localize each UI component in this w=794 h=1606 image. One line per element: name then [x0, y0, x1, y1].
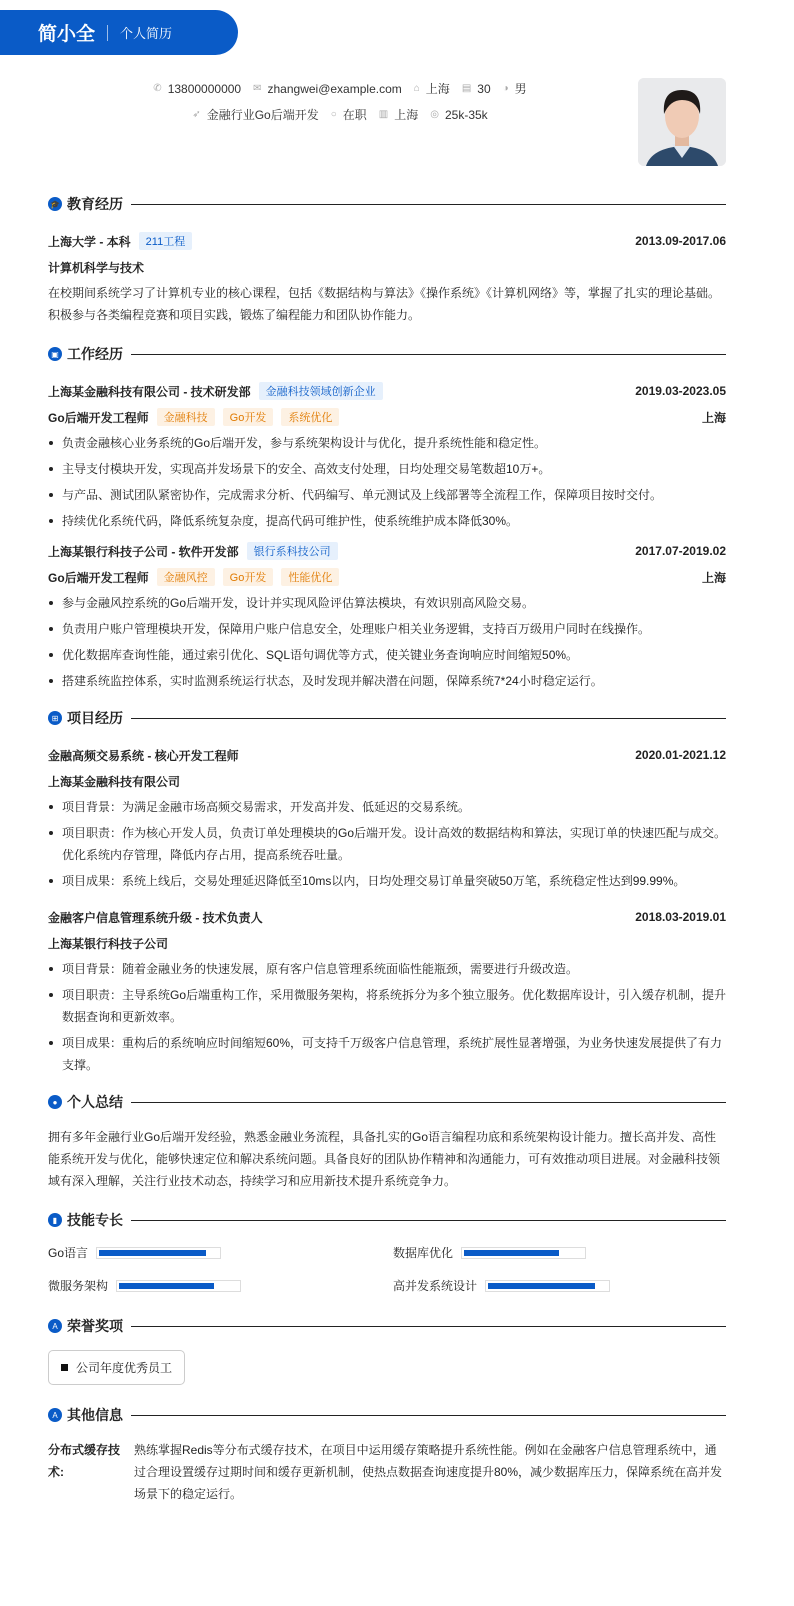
salary: 25k-35k: [444, 107, 488, 122]
section-education: [48, 194, 726, 214]
gender-icon: ◑: [502, 83, 509, 94]
section-awards: [48, 1316, 726, 1336]
skill-bar-fill: [119, 1283, 214, 1289]
info-icon: A: [48, 1408, 62, 1422]
work-header: [48, 538, 726, 564]
divider: [131, 1220, 726, 1221]
email-icon: ✉: [253, 83, 262, 94]
job: 金融行业Go后端开发: [206, 108, 319, 122]
header-banner: [0, 10, 238, 55]
section-skills: [48, 1210, 726, 1230]
list-item: 与产品、测试团队紧密协作，完成需求分析、代码编写、单元测试及上线部署等全流程工作，保障项目按时交付。: [48, 484, 726, 506]
avatar-photo: [638, 78, 726, 166]
divider: [131, 718, 726, 719]
section-title: 荣誉奖项: [67, 1318, 123, 1334]
name: 简小全: [38, 24, 96, 45]
list-item: 项目背景：随着金融业务的快速发展，原有客户信息管理系统面临性能瓶颈，需要进行升级改造。: [48, 958, 726, 980]
gender: 男: [514, 82, 527, 96]
graduation-icon: 🎓: [48, 197, 62, 211]
skill-item: [48, 1244, 393, 1261]
company: 上海某银行科技子公司 - 软件开发部: [48, 544, 239, 559]
subtitle: 个人简历: [120, 26, 173, 41]
skill-tag: 金融风控: [157, 568, 215, 586]
home-icon: ⌂: [413, 83, 420, 94]
major: 计算机科学与技术: [48, 260, 145, 275]
list-item: 参与金融风控系统的Go后端开发，设计并实现风险评估算法模块，有效识别高风险交易。: [48, 592, 726, 614]
skill-tag: 系统优化: [281, 408, 339, 426]
other-key: 分布式缓存技术:: [48, 1443, 121, 1479]
edu-date: 2013.09-2017.06: [635, 234, 726, 248]
divider: [131, 204, 726, 205]
skill-tag: Go开发: [223, 408, 274, 426]
project-date: 2020.01-2021.12: [635, 748, 726, 762]
skill-bar-fill: [464, 1250, 559, 1256]
skill-bar-fill: [488, 1283, 595, 1289]
status-icon: ○: [330, 109, 337, 120]
bullet-square-icon: [61, 1364, 68, 1371]
skill-bar: [96, 1247, 221, 1259]
skill-name: 高并发系统设计: [393, 1279, 478, 1293]
skill-tag: 金融科技: [157, 408, 215, 426]
skill-tag: 性能优化: [281, 568, 339, 586]
skill-item: [393, 1277, 726, 1294]
divider: [131, 1326, 726, 1327]
other-item: [48, 1439, 726, 1505]
grid-icon: ⊞: [48, 711, 62, 725]
salary-icon: ◎: [430, 109, 439, 120]
section-projects: [48, 708, 726, 728]
skill-bar: [116, 1280, 241, 1292]
send-icon: ➶: [192, 109, 201, 120]
list-item: 主导支付模块开发，实现高并发场景下的安全、高效支付处理，日均处理交易笔数超10万+。: [48, 458, 726, 480]
status: 在职: [342, 108, 367, 122]
skill-bar: [485, 1280, 610, 1292]
section-title: 项目经历: [67, 710, 123, 726]
list-item: 优化数据库查询性能，通过索引优化、SQL语句调优等方式，使关键业务查询响应时间缩短50%。: [48, 644, 726, 666]
skill-name: 数据库优化: [393, 1246, 454, 1260]
role: Go后端开发工程师: [48, 570, 149, 585]
work-city: 上海: [701, 570, 726, 585]
list-item: 项目成果：重构后的系统响应时间缩短60%，可支持千万级客户信息管理，系统扩展性显著增强，为业务快速发展提供了有力支撑。: [48, 1032, 726, 1076]
divider: [131, 1415, 726, 1416]
skill-name: 微服务架构: [48, 1279, 109, 1293]
project-date: 2018.03-2019.01: [635, 910, 726, 924]
location: 上海: [425, 82, 450, 96]
building-icon: ▥: [378, 109, 389, 120]
work-date: 2017.07-2019.02: [635, 544, 726, 558]
cake-icon: ▤: [461, 83, 472, 94]
summary-text: 拥有多年金融行业Go后端开发经验，熟悉金融业务流程，具备扎实的Go语言编程功底和系统架构设计能力。擅长高并发、高性能系统开发与优化，能够快速定位和解决系统问题。具备良好的团队协作精神和沟通能力，可有效推动项目进展。对金融科技领域有深入理解，关注行业技术动态，持续学习和应用新技术提升系统竞争力。: [48, 1130, 721, 1188]
role: Go后端开发工程师: [48, 410, 149, 425]
list-item: 项目职责：作为核心开发人员，负责订单处理模块的Go后端开发。设计高效的数据结构和算法，实现订单的快速匹配与成交。优化系统内存管理，降低内存占用，提高系统吞吐量。: [48, 822, 726, 866]
list-item: 搭建系统监控体系，实时监测系统运行状态，及时发现并解决潜在问题，保障系统7*24小时稳定运行。: [48, 670, 726, 692]
section-summary: [48, 1092, 726, 1112]
age: 30: [477, 81, 491, 96]
divider: [131, 1102, 726, 1103]
section-other: [48, 1405, 726, 1425]
skill-bar-fill: [99, 1250, 206, 1256]
contact-row-2: [0, 106, 680, 123]
work-header: [48, 378, 726, 404]
work-city: 上海: [701, 410, 726, 425]
list-item: 项目背景：为满足金融市场高频交易需求，开发高并发、低延迟的交易系统。: [48, 796, 726, 818]
section-title: 技能专长: [67, 1212, 123, 1228]
phone-icon: ✆: [153, 83, 162, 94]
project-name: 金融客户信息管理系统升级 - 技术负责人: [48, 910, 263, 925]
skill-tag: Go开发: [223, 568, 274, 586]
section-work: [48, 344, 726, 364]
user-icon: ●: [48, 1095, 62, 1109]
project-company: 上海某金融科技有限公司: [48, 774, 181, 789]
project-company: 上海某银行科技子公司: [48, 936, 169, 951]
other-value: 熟练掌握Redis等分布式缓存技术，在项目中运用缓存策略提升系统性能。例如在金融客户信息管理系统中，通过合理设置缓存过期时间和缓存更新机制，使热点数据查询速度提升80%，减少数据库压力，保障系统在高并发场景下的稳定运行。: [134, 1443, 723, 1501]
contact-row-1: [0, 80, 680, 97]
project-name: 金融高频交易系统 - 核心开发工程师: [48, 748, 239, 763]
section-title: 教育经历: [67, 196, 123, 212]
award-icon: A: [48, 1319, 62, 1333]
skill-name: Go语言: [48, 1246, 89, 1260]
list-item: 负责用户账户管理模块开发，保障用户账户信息安全，处理账户相关业务逻辑，支持百万级用户同时在线操作。: [48, 618, 726, 640]
award-label: 公司年度优秀员工: [76, 1361, 173, 1375]
resume-body: [48, 194, 726, 1505]
list-item: 项目职责：主导系统Go后端重构工作，采用微服务架构，将系统拆分为多个独立服务。优化数据库设计，引入缓存机制，提升数据查询和更新效率。: [48, 984, 726, 1028]
list-item: 项目成果：系统上线后，交易处理延迟降低至10ms以内，日均处理交易订单量突破50万笔，系统稳定性达到99.99%。: [48, 870, 726, 892]
company-tag: 金融科技领域创新企业: [259, 382, 383, 400]
section-title: 个人总结: [67, 1094, 123, 1110]
skill-item: [48, 1277, 393, 1294]
school-tag: 211工程: [139, 232, 193, 250]
list-item: 负责金融核心业务系统的Go后端开发，参与系统架构设计与优化，提升系统性能和稳定性。: [48, 432, 726, 454]
section-title: 工作经历: [67, 346, 123, 362]
skill-bar: [461, 1247, 586, 1259]
email: zhangwei@example.com: [267, 81, 402, 96]
list-item: 持续优化系统代码，降低系统复杂度，提高代码可维护性，使系统维护成本降低30%。: [48, 510, 726, 532]
divider: [131, 354, 726, 355]
work-date: 2019.03-2023.05: [635, 384, 726, 398]
edu-desc: 在校期间系统学习了计算机专业的核心课程，包括《数据结构与算法》《操作系统》《计算机网络》等，掌握了扎实的理论基础。积极参与各类编程竞赛和项目实践，锻炼了编程能力和团队协作能力。: [48, 286, 721, 322]
school: 上海大学 - 本科: [48, 234, 131, 249]
company-tag: 银行系科技公司: [247, 542, 338, 560]
company: 上海某金融科技有限公司 - 技术研发部: [48, 384, 251, 399]
divider: [107, 25, 108, 41]
skill-item: [393, 1244, 726, 1261]
chart-icon: ▮: [48, 1213, 62, 1227]
city: 上海: [394, 108, 419, 122]
award-item: [48, 1350, 185, 1385]
briefcase-icon: ▣: [48, 347, 62, 361]
phone: 13800000000: [167, 81, 242, 96]
section-title: 其他信息: [67, 1407, 123, 1423]
